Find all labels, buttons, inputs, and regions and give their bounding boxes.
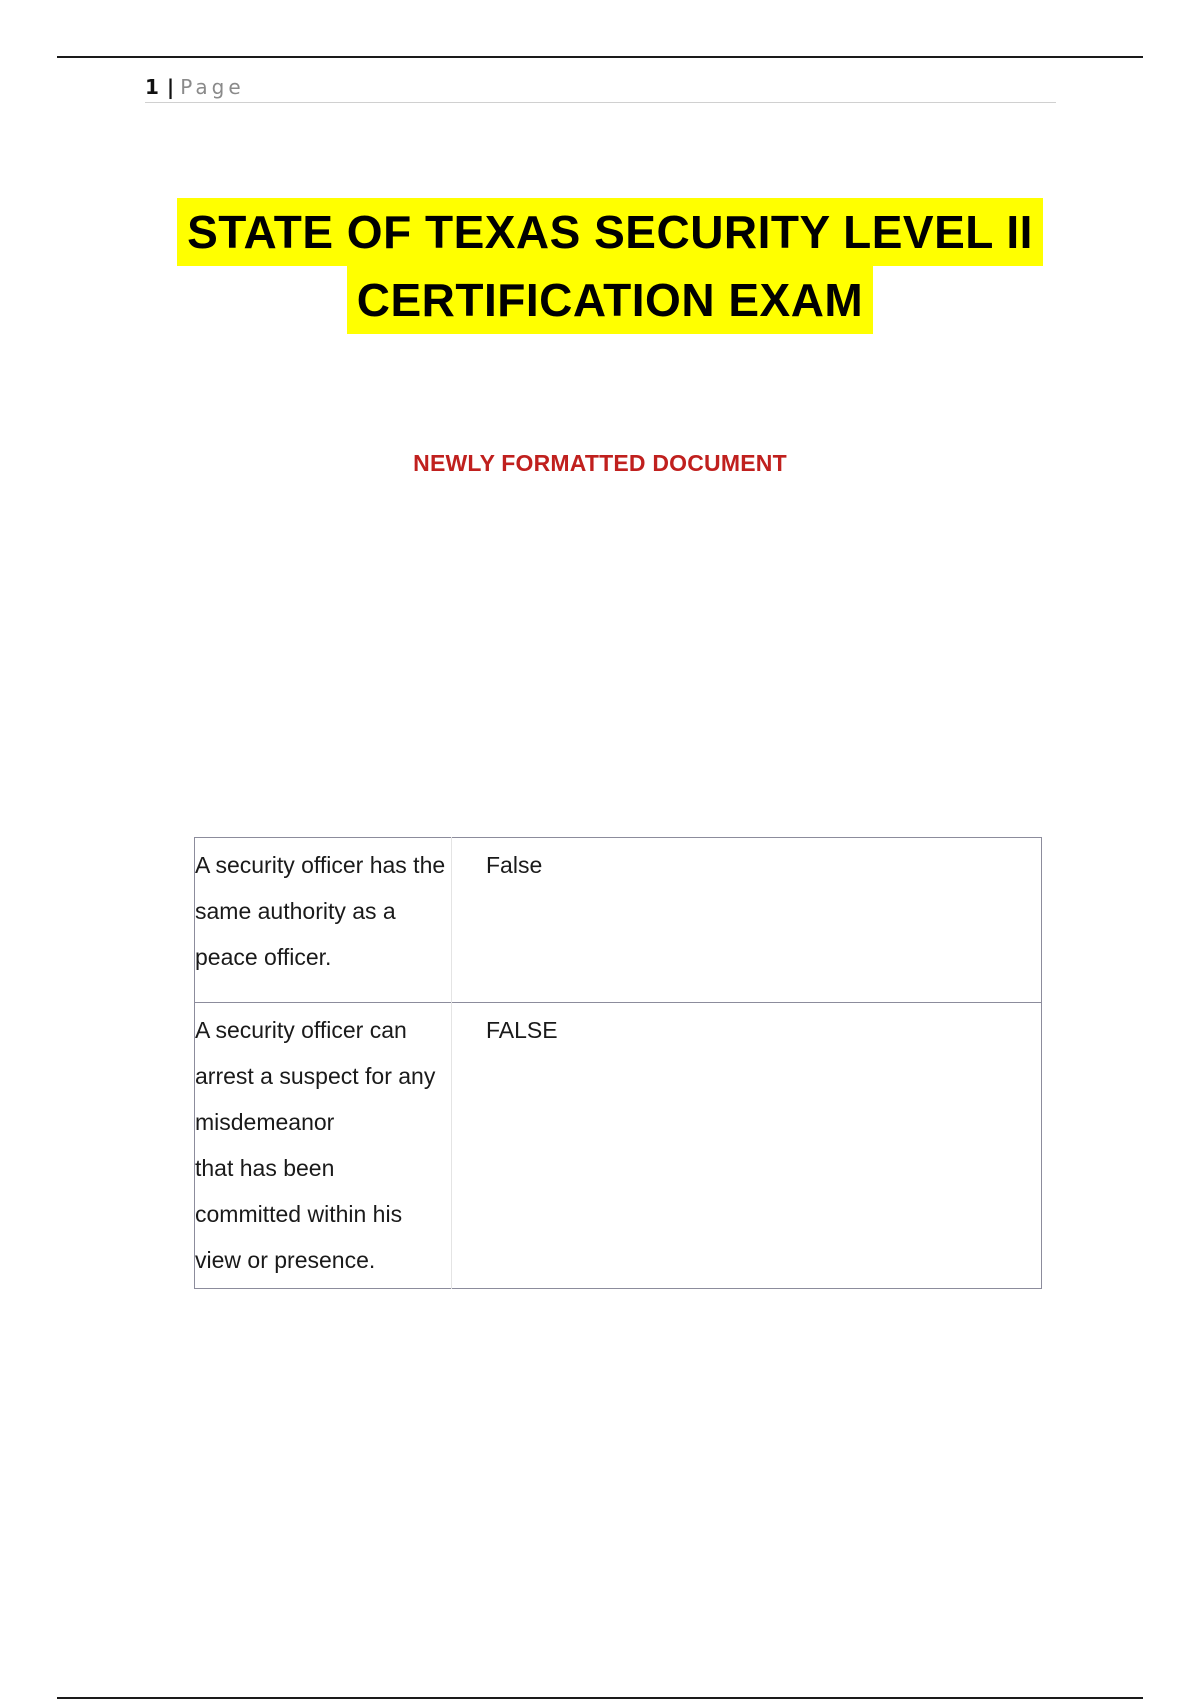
- question-answer-table: [194, 837, 1042, 1289]
- question-line: A security officer can: [195, 1017, 407, 1043]
- question-line: arrest a suspect for any: [195, 1063, 436, 1089]
- title-line-2: CERTIFICATION EXAM: [347, 266, 873, 334]
- question-line: view or presence.: [195, 1247, 376, 1273]
- answer-text: False: [486, 852, 543, 878]
- question-line: that has been: [195, 1155, 335, 1181]
- answer-cell: [452, 838, 1042, 1003]
- page-number: 1: [145, 75, 159, 99]
- table-row: [195, 1003, 1042, 1289]
- table-row: [195, 838, 1042, 1003]
- page-header: [145, 72, 1056, 103]
- question-cell: [195, 838, 452, 1003]
- bottom-rule: [57, 1697, 1143, 1699]
- question-cell: [195, 1003, 452, 1289]
- page-separator: |: [166, 75, 175, 99]
- document-title: [0, 198, 1200, 334]
- question-line: misdemeanor: [195, 1109, 335, 1135]
- answer-text: FALSE: [486, 1017, 558, 1043]
- title-line-1: STATE OF TEXAS SECURITY LEVEL II: [177, 198, 1043, 266]
- page-label: Page: [180, 75, 245, 99]
- question-line: A security officer has the: [195, 852, 446, 878]
- answer-cell: [452, 1003, 1042, 1289]
- question-line: same authority as a: [195, 898, 396, 924]
- top-rule: [57, 56, 1143, 58]
- question-line: committed within his: [195, 1201, 403, 1227]
- question-line: peace officer.: [195, 944, 332, 970]
- document-subtitle: NEWLY FORMATTED DOCUMENT: [413, 450, 787, 476]
